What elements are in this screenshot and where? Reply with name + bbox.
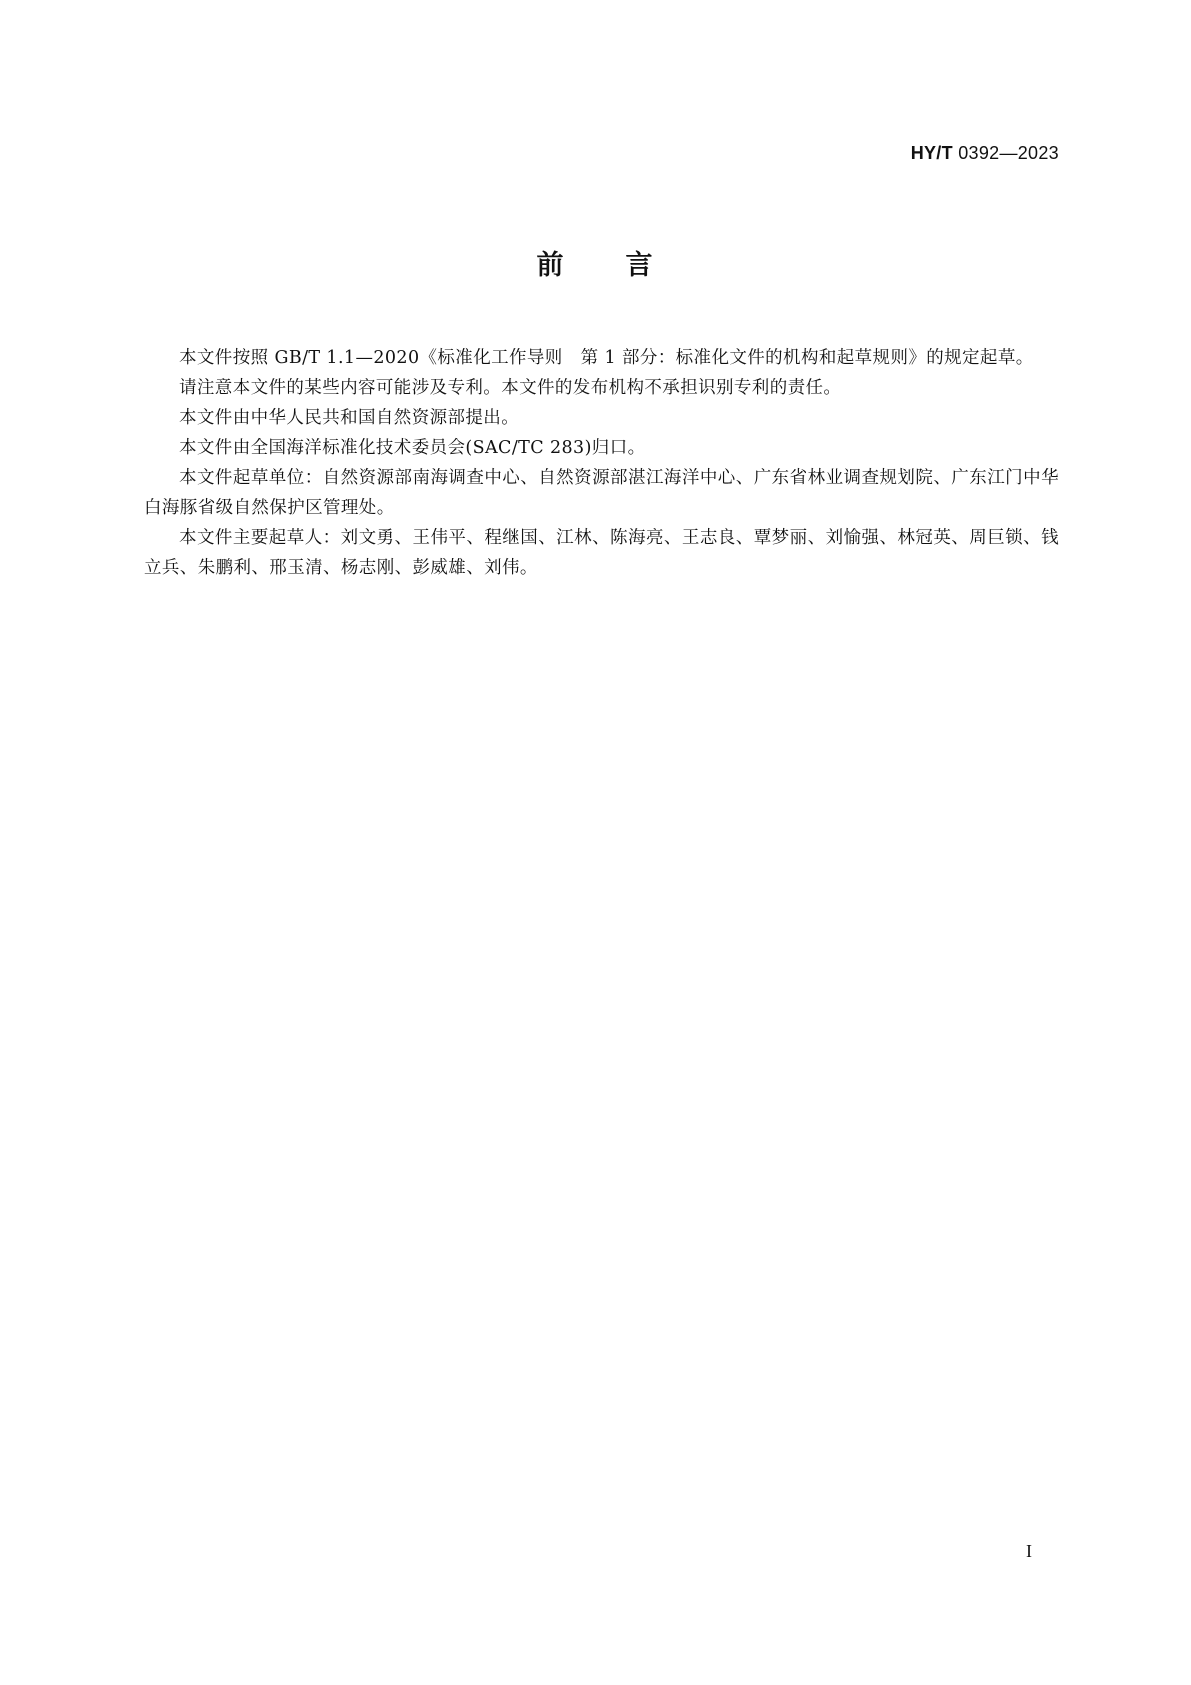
paragraph-proposer: 本文件由中华人民共和国自然资源部提出。: [179, 408, 520, 428]
title-char-2: 言: [625, 250, 655, 281]
paragraph-drafting-units: 本文件起草单位：自然资源部南海调查中心、自然资源部湛江海洋中心、广东省林业调查规划院、广东江门中华白海豚省级自然保护区管理处。: [144, 468, 1059, 518]
paragraph-drafting-rules: 本文件按照 GB/T 1.1—2020《标准化工作导则 第 1 部分：标准化文件的机构和起草规则》的规定起草。: [179, 348, 1034, 368]
page-title: [0, 243, 1191, 282]
foreword-body: [144, 343, 1059, 583]
paragraph-centralized-by: 本文件由全国海洋标准化技术委员会(SAC/TC 283)归口。: [179, 438, 646, 458]
page-number: I: [1026, 1541, 1032, 1561]
title-char-1: 前: [536, 250, 566, 281]
standard-code: [911, 143, 1059, 164]
standard-code-number: 0392—2023: [958, 143, 1059, 163]
standard-code-prefix: HY/T: [910, 143, 953, 163]
paragraph-patent-notice: 请注意本文件的某些内容可能涉及专利。本文件的发布机构不承担识别专利的责任。: [179, 378, 842, 398]
paragraph-drafters: 本文件主要起草人：刘文勇、王伟平、程继国、江林、陈海亮、王志良、覃梦丽、刘愉强、林冠英、周巨锁、钱立兵、朱鹏利、邢玉清、杨志刚、彭威雄、刘伟。: [144, 528, 1059, 578]
